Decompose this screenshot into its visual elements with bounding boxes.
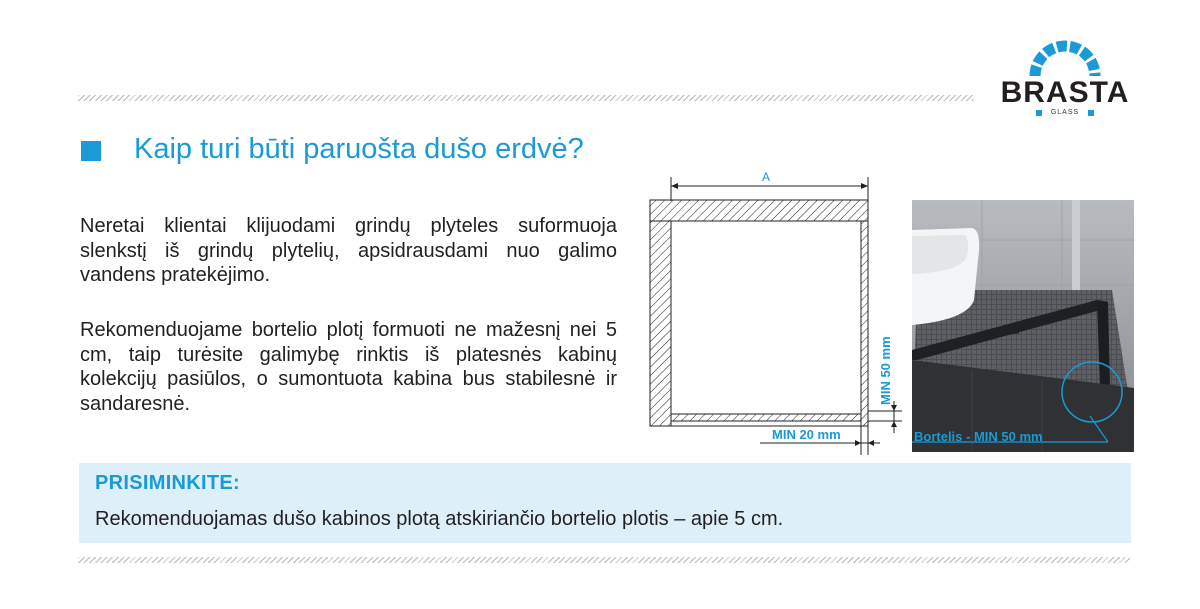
min-side-label: MIN 50 mm (878, 336, 893, 405)
dimension-a-label: A (761, 170, 771, 184)
glass-profile (1072, 200, 1080, 300)
paragraph-1: Neretai klientai klijuodami grindų plyteles suformuoja slenkstį iš grindų plytelių, apsidrausdami nuo galimo vandens pratekėjimo. (80, 215, 617, 286)
bottom-hatched-divider (78, 557, 1130, 563)
reminder-text: Rekomenduojamas dušo kabinos plotą atskiriančio bortelio plotis – apie 5 cm. (95, 508, 784, 530)
shower-space-diagram (640, 165, 910, 455)
photo-caption: Bortelis - MIN 50 mm (914, 429, 1043, 444)
section-heading: Kaip turi būti paruošta dušo erdvė? (134, 133, 584, 165)
wall-hatching (650, 200, 868, 426)
logo-arch-icon (990, 38, 1140, 78)
min-bottom-label: MIN 20 mm (772, 427, 841, 442)
brasta-logo (990, 38, 1140, 124)
paragraph-2: Rekomenduojame bortelio plotį formuoti ne mažesnį nei 5 cm, taip turėsite galimybę rinktis iš platesnės kabinų kolekcijų pasiūlos, o sumontuota kabina bus stabilesnė ir sandaresnė. (80, 319, 617, 415)
reminder-title: PRISIMINKITE: (95, 472, 241, 494)
reminder-box (79, 463, 1131, 543)
logo-wordmark: BRASTA (1000, 76, 1130, 109)
top-hatched-divider (78, 95, 974, 101)
logo-subtitle: GLASS (1050, 109, 1080, 116)
heading-bullet-square (81, 141, 101, 161)
